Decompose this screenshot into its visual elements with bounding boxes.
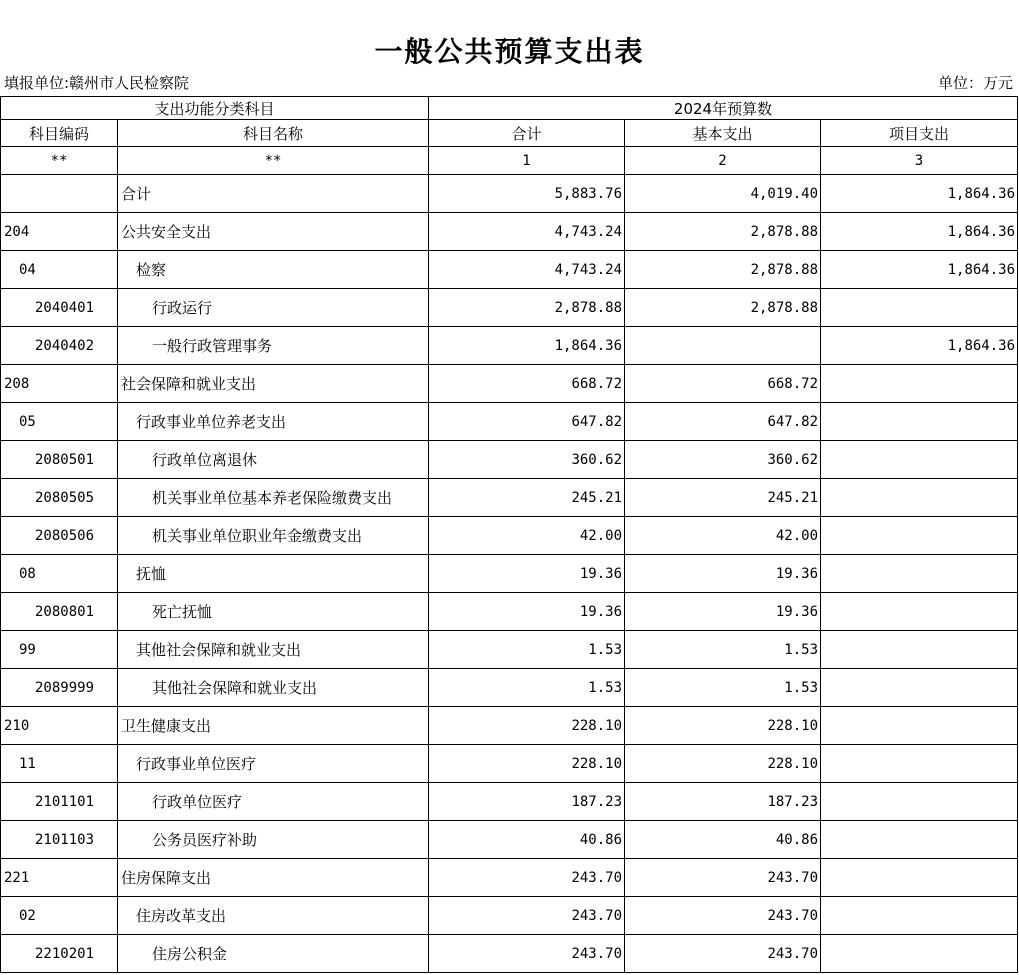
cell-basic: 1.53	[625, 669, 821, 707]
currency-unit: 单位：万元	[937, 74, 1013, 92]
cell-name: 行政事业单位医疗	[118, 745, 429, 783]
cell-total: 1.53	[429, 669, 625, 707]
cell-name: 公务员医疗补助	[118, 821, 429, 859]
cell-total: 243.70	[429, 897, 625, 935]
cell-total: 19.36	[429, 555, 625, 593]
cell-code: 2101103	[1, 821, 118, 859]
cell-total: 647.82	[429, 403, 625, 441]
cell-code: 2080501	[1, 441, 118, 479]
cell-project: 1,864.36	[821, 327, 1018, 365]
cell-basic: 2,878.88	[625, 289, 821, 327]
cell-total: 40.86	[429, 821, 625, 859]
cell-basic: 243.70	[625, 935, 821, 973]
header-group-budget-year: 2024年预算数	[429, 97, 1018, 120]
cell-code: 2080505	[1, 479, 118, 517]
header-index-row	[1, 147, 1018, 175]
table-row	[1, 935, 1018, 973]
cell-name: 抚恤	[118, 555, 429, 593]
cell-name: 卫生健康支出	[118, 707, 429, 745]
cell-basic: 360.62	[625, 441, 821, 479]
table-row	[1, 517, 1018, 555]
cell-total: 668.72	[429, 365, 625, 403]
cell-project	[821, 707, 1018, 745]
cell-total: 228.10	[429, 707, 625, 745]
cell-project	[821, 897, 1018, 935]
cell-name: 住房改革支出	[118, 897, 429, 935]
cell-project	[821, 783, 1018, 821]
cell-basic: 187.23	[625, 783, 821, 821]
cell-project: 1,864.36	[821, 251, 1018, 289]
cell-code: 99	[1, 631, 118, 669]
cell-basic: 1.53	[625, 631, 821, 669]
table-row	[1, 897, 1018, 935]
cell-project	[821, 821, 1018, 859]
cell-total: 245.21	[429, 479, 625, 517]
index-basic: 2	[625, 147, 821, 175]
cell-basic: 2,878.88	[625, 213, 821, 251]
header-basic: 基本支出	[625, 120, 821, 147]
table-row	[1, 707, 1018, 745]
table-row	[1, 821, 1018, 859]
cell-name: 行政事业单位养老支出	[118, 403, 429, 441]
cell-project	[821, 289, 1018, 327]
cell-basic: 42.00	[625, 517, 821, 555]
reporting-unit: 填报单位:赣州市人民检察院	[4, 74, 190, 92]
cell-total: 19.36	[429, 593, 625, 631]
cell-project	[821, 859, 1018, 897]
cell-project	[821, 631, 1018, 669]
cell-name: 死亡抚恤	[118, 593, 429, 631]
cell-code	[1, 175, 118, 213]
cell-code: 221	[1, 859, 118, 897]
table-row	[1, 783, 1018, 821]
cell-basic: 243.70	[625, 897, 821, 935]
cell-total: 4,743.24	[429, 213, 625, 251]
table-row	[1, 593, 1018, 631]
cell-basic: 647.82	[625, 403, 821, 441]
cell-code: 04	[1, 251, 118, 289]
page-title: 一般公共预算支出表	[374, 35, 645, 68]
cell-project	[821, 517, 1018, 555]
cell-code: 2040402	[1, 327, 118, 365]
cell-total: 360.62	[429, 441, 625, 479]
cell-total: 187.23	[429, 783, 625, 821]
cell-code: 210	[1, 707, 118, 745]
cell-name: 行政单位离退休	[118, 441, 429, 479]
cell-basic: 245.21	[625, 479, 821, 517]
table-row	[1, 859, 1018, 897]
cell-project	[821, 555, 1018, 593]
cell-project	[821, 745, 1018, 783]
cell-name: 公共安全支出	[118, 213, 429, 251]
header-name: 科目名称	[118, 120, 429, 147]
cell-basic: 19.36	[625, 555, 821, 593]
cell-name: 合计	[118, 175, 429, 213]
cell-total: 42.00	[429, 517, 625, 555]
table-row	[1, 403, 1018, 441]
header-total: 合计	[429, 120, 625, 147]
cell-code: 2101101	[1, 783, 118, 821]
cell-name: 机关事业单位基本养老保险缴费支出	[118, 479, 429, 517]
cell-code: 11	[1, 745, 118, 783]
cell-basic: 2,878.88	[625, 251, 821, 289]
cell-project	[821, 593, 1018, 631]
cell-code: 208	[1, 365, 118, 403]
cell-code: 204	[1, 213, 118, 251]
cell-project	[821, 669, 1018, 707]
table-row	[1, 327, 1018, 365]
table-row	[1, 213, 1018, 251]
cell-code: 05	[1, 403, 118, 441]
cell-total: 5,883.76	[429, 175, 625, 213]
cell-total: 1,864.36	[429, 327, 625, 365]
cell-name: 行政单位医疗	[118, 783, 429, 821]
cell-name: 其他社会保障和就业支出	[118, 631, 429, 669]
cell-basic: 4,019.40	[625, 175, 821, 213]
budget-table	[0, 96, 1018, 973]
cell-basic: 243.70	[625, 859, 821, 897]
table-row	[1, 669, 1018, 707]
cell-name: 检察	[118, 251, 429, 289]
cell-basic: 40.86	[625, 821, 821, 859]
table-row	[1, 631, 1018, 669]
index-total: 1	[429, 147, 625, 175]
cell-total: 243.70	[429, 859, 625, 897]
cell-basic: 19.36	[625, 593, 821, 631]
index-project: 3	[821, 147, 1018, 175]
cell-code: 2080506	[1, 517, 118, 555]
cell-name: 机关事业单位职业年金缴费支出	[118, 517, 429, 555]
cell-code: 2080801	[1, 593, 118, 631]
table-row	[1, 555, 1018, 593]
marker-code: **	[1, 147, 118, 175]
cell-code: 2040401	[1, 289, 118, 327]
cell-code: 2089999	[1, 669, 118, 707]
cell-project: 1,864.36	[821, 213, 1018, 251]
table-row	[1, 365, 1018, 403]
cell-name: 一般行政管理事务	[118, 327, 429, 365]
cell-name: 行政运行	[118, 289, 429, 327]
cell-total: 2,878.88	[429, 289, 625, 327]
table-row	[1, 175, 1018, 213]
cell-total: 1.53	[429, 631, 625, 669]
cell-total: 228.10	[429, 745, 625, 783]
table-row	[1, 289, 1018, 327]
cell-basic: 668.72	[625, 365, 821, 403]
header-group-classification: 支出功能分类科目	[1, 97, 429, 120]
cell-total: 4,743.24	[429, 251, 625, 289]
cell-project	[821, 403, 1018, 441]
cell-project	[821, 479, 1018, 517]
table-row	[1, 745, 1018, 783]
header-group-row	[1, 97, 1018, 120]
cell-basic	[625, 327, 821, 365]
cell-total: 243.70	[429, 935, 625, 973]
cell-name: 住房公积金	[118, 935, 429, 973]
table-row	[1, 441, 1018, 479]
header-project: 项目支出	[821, 120, 1018, 147]
cell-basic: 228.10	[625, 707, 821, 745]
cell-project: 1,864.36	[821, 175, 1018, 213]
cell-name: 社会保障和就业支出	[118, 365, 429, 403]
cell-code: 08	[1, 555, 118, 593]
cell-name: 其他社会保障和就业支出	[118, 669, 429, 707]
header-code: 科目编码	[1, 120, 118, 147]
cell-code: 2210201	[1, 935, 118, 973]
table-row	[1, 479, 1018, 517]
cell-project	[821, 365, 1018, 403]
cell-basic: 228.10	[625, 745, 821, 783]
marker-name: **	[118, 147, 429, 175]
cell-name: 住房保障支出	[118, 859, 429, 897]
cell-project	[821, 441, 1018, 479]
cell-code: 02	[1, 897, 118, 935]
header-column-row	[1, 120, 1018, 147]
cell-project	[821, 935, 1018, 973]
table-row	[1, 251, 1018, 289]
